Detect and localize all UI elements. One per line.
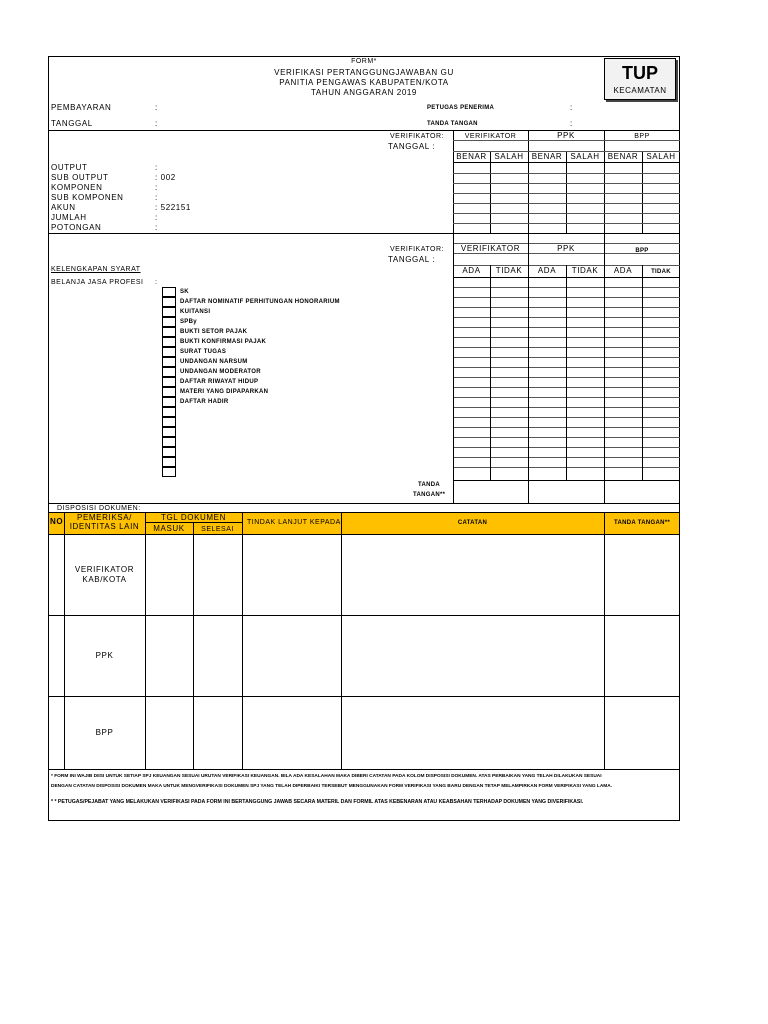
item-daftar-hadir: DAFTAR HADIR	[180, 399, 229, 405]
tup-subtitle: KECAMATAN	[613, 86, 667, 95]
akun-value: : 522151	[155, 203, 191, 212]
checkbox-empty-7[interactable]	[162, 467, 176, 477]
petugas-penerima-colon: :	[570, 103, 573, 112]
checkbox-empty-2[interactable]	[162, 417, 176, 427]
tanggal-colon: :	[155, 119, 158, 128]
row-bpp: BPP	[95, 728, 114, 737]
belanja-colon: :	[155, 279, 158, 286]
akun-label: AKUN	[51, 203, 76, 212]
tanda-tangan-label: TANDA TANGAN	[427, 121, 478, 127]
tangan-label: TANGAN**	[413, 492, 446, 498]
footnote-2: * * PETUGAS/PEJABAT YANG MELAKUKAN VERIFIKASI PADA FORM INI BERTANGGUNG JAWAB SECARA MATERIL DAN FORMIL ATAS KEBENARAN ATAU KEABSAHAN TERHADAP DOKUMEN YANG DIVERIFIKASI.	[51, 799, 584, 805]
s2-col-bpp: BPP	[635, 248, 649, 254]
checkbox-empty-1[interactable]	[162, 407, 176, 417]
potongan-value: :	[155, 223, 158, 232]
form-subtitle: PANITIA PENGAWAS KABUPATEN/KOTA	[279, 78, 449, 87]
form-frame	[48, 56, 680, 821]
s1-col-bpp: BPP	[634, 133, 650, 140]
sub-komponen-label: SUB KOMPONEN	[51, 193, 124, 202]
s1-tanggal-label: TANGGAL :	[388, 142, 436, 151]
disposisi-col-identitas: IDENTITAS LAIN	[69, 522, 140, 531]
s1-benar-2: BENAR	[531, 152, 563, 161]
s2-tidak-2: TIDAK	[571, 266, 599, 275]
pembayaran-label: PEMBAYARAN	[51, 103, 112, 112]
s1-verifikator-label: VERIFIKATOR:	[390, 133, 444, 140]
sub-output-label: SUB OUTPUT	[51, 173, 109, 182]
s2-verifikator-label: VERIFIKATOR:	[390, 246, 444, 253]
s1-salah-1: SALAH	[494, 152, 524, 161]
checkbox-sk[interactable]	[162, 287, 176, 297]
jumlah-value: :	[155, 213, 158, 222]
sub-output-value: : 002	[155, 173, 176, 182]
item-surat-tugas: SURAT TUGAS	[180, 349, 227, 355]
s2-tidak-3: TIDAK	[651, 269, 671, 275]
item-bukti-setor-pajak: BUKTI SETOR PAJAK	[180, 329, 248, 335]
s1-benar-3: BENAR	[607, 152, 639, 161]
s1-col-ppk: PPK	[557, 131, 575, 140]
s2-ada-1: ADA	[462, 266, 481, 275]
disposisi-col-catatan: CATATAN	[457, 520, 488, 526]
disposisi-col-tgl: TGL DOKUMEN	[161, 513, 226, 522]
sub-komponen-value: :	[155, 193, 158, 202]
checkbox-empty-4[interactable]	[162, 437, 176, 447]
item-spby: SPBy	[180, 319, 197, 325]
form-title: VERIFIKASI PERTANGGUNGJAWABAN GU	[274, 68, 454, 77]
s1-salah-2: SALAH	[570, 152, 600, 161]
row-verifikator: VERIFIKATOR	[74, 565, 135, 574]
belanja-jasa-profesi-label: BELANJA JASA PROFESI	[51, 279, 144, 286]
checkbox-kuitansi[interactable]	[162, 307, 176, 317]
checkbox-empty-6[interactable]	[162, 457, 176, 467]
s1-col-verifikator: VERIFIKATOR	[464, 133, 517, 140]
checkbox-empty-5[interactable]	[162, 447, 176, 457]
tup-badge	[604, 58, 676, 100]
s2-col-ppk: PPK	[557, 244, 575, 253]
potongan-label: POTONGAN	[51, 223, 102, 232]
item-kuitansi: KUITANSI	[180, 309, 211, 315]
kelengkapan-syarat-label: KELENGKAPAN SYARAT	[51, 266, 141, 273]
disposisi-col-no: NO	[50, 517, 64, 526]
item-bukti-konfirmasi-pajak: BUKTI KONFIRMASI PAJAK	[180, 339, 267, 345]
s2-ada-3: ADA	[613, 266, 633, 275]
pembayaran-colon: :	[155, 103, 158, 112]
row-ppk: PPK	[95, 651, 114, 660]
tanda-label: TANDA	[418, 482, 441, 488]
disposisi-col-selesai: SELESAI	[201, 526, 234, 533]
output-label: OUTPUT	[51, 163, 88, 172]
jumlah-label: JUMLAH	[51, 213, 87, 222]
checkbox-materi[interactable]	[162, 387, 176, 397]
disposisi-col-masuk: MASUK	[153, 524, 185, 533]
form-label: FORM*	[351, 58, 377, 65]
s2-tanggal-label: TANGGAL :	[388, 255, 436, 264]
s2-ada-2: ADA	[537, 266, 557, 275]
item-undangan-narsum: UNDANGAN NARSUM	[180, 359, 248, 365]
item-materi: MATERI YANG DIPAPARKAN	[180, 389, 269, 395]
checkbox-daftar-nominatif[interactable]	[162, 297, 176, 307]
disposisi-col-ttd: TANDA TANGAN**	[613, 520, 671, 526]
petugas-penerima-label: PETUGAS PENERIMA	[427, 105, 495, 111]
item-daftar-riwayat-hidup: DAFTAR RIWAYAT HIDUP	[180, 379, 259, 385]
checkbox-spby[interactable]	[162, 317, 176, 327]
row-kabkota: KAB/KOTA	[82, 575, 127, 584]
checkbox-bukti-konfirmasi-pajak[interactable]	[162, 337, 176, 347]
checkbox-daftar-riwayat-hidup[interactable]	[162, 377, 176, 387]
checkbox-undangan-moderator[interactable]	[162, 367, 176, 377]
item-undangan-moderator: UNDANGAN MODERATOR	[180, 369, 261, 375]
checkbox-undangan-narsum[interactable]	[162, 357, 176, 367]
tup-title: TUP	[622, 63, 658, 83]
output-value: :	[155, 163, 158, 172]
s2-tidak-1: TIDAK	[495, 266, 523, 275]
checkbox-daftar-hadir[interactable]	[162, 397, 176, 407]
s2-col-verifikator: VERIFIKATOR	[460, 244, 521, 253]
disposisi-title: DISPOSISI DOKUMEN:	[57, 505, 141, 512]
disposisi-col-tindak: TINDAK LANJUT KEPADA	[247, 519, 341, 526]
komponen-label: KOMPONEN	[51, 183, 103, 192]
checkbox-surat-tugas[interactable]	[162, 347, 176, 357]
checkbox-bukti-setor-pajak[interactable]	[162, 327, 176, 337]
item-sk: SK	[180, 289, 189, 295]
disposisi-col-pemeriksa: PEMERIKSA/	[77, 513, 132, 522]
s1-salah-3: SALAH	[646, 152, 676, 161]
footnote-1b: DENGAN CATATAN DISPOSISI DOKUMEN MAKA UNTUK MENGVERIFIKASI DOKUMEN SPJ YANG TELAH DIPERBAIKI TERSEBUT MENGGUNAKAN FORM VERIFIKASI YANG BARU DENGAN TETAP MELAMPIRKAN FORM VERIFIKASI YANG LAMA.	[51, 784, 613, 789]
komponen-value: :	[155, 183, 158, 192]
tanda-tangan-colon: :	[570, 119, 573, 128]
item-daftar-nominatif: DAFTAR NOMINATIF PERHITUNGAN HONORARIUM	[180, 299, 340, 305]
s1-benar-1: BENAR	[456, 152, 487, 161]
form-year: TAHUN ANGGARAN 2019	[311, 88, 417, 97]
tanggal-label: TANGGAL	[51, 119, 93, 128]
checkbox-empty-3[interactable]	[162, 427, 176, 437]
footnote-1a: * FORM INI WAJIB DIISI UNTUK SETIAP SPJ KEUANGAN SESUAI URUTAN VERIFIKASI KEUANGAN. BILA ADA KESALAHAN MAKA DIBERI CATATAN PADA KOLOM DISPOSISI DOKUMEN. ATAS PERBAIKAN YANG TELAH DILAKUKAN SESUAI	[51, 774, 602, 779]
